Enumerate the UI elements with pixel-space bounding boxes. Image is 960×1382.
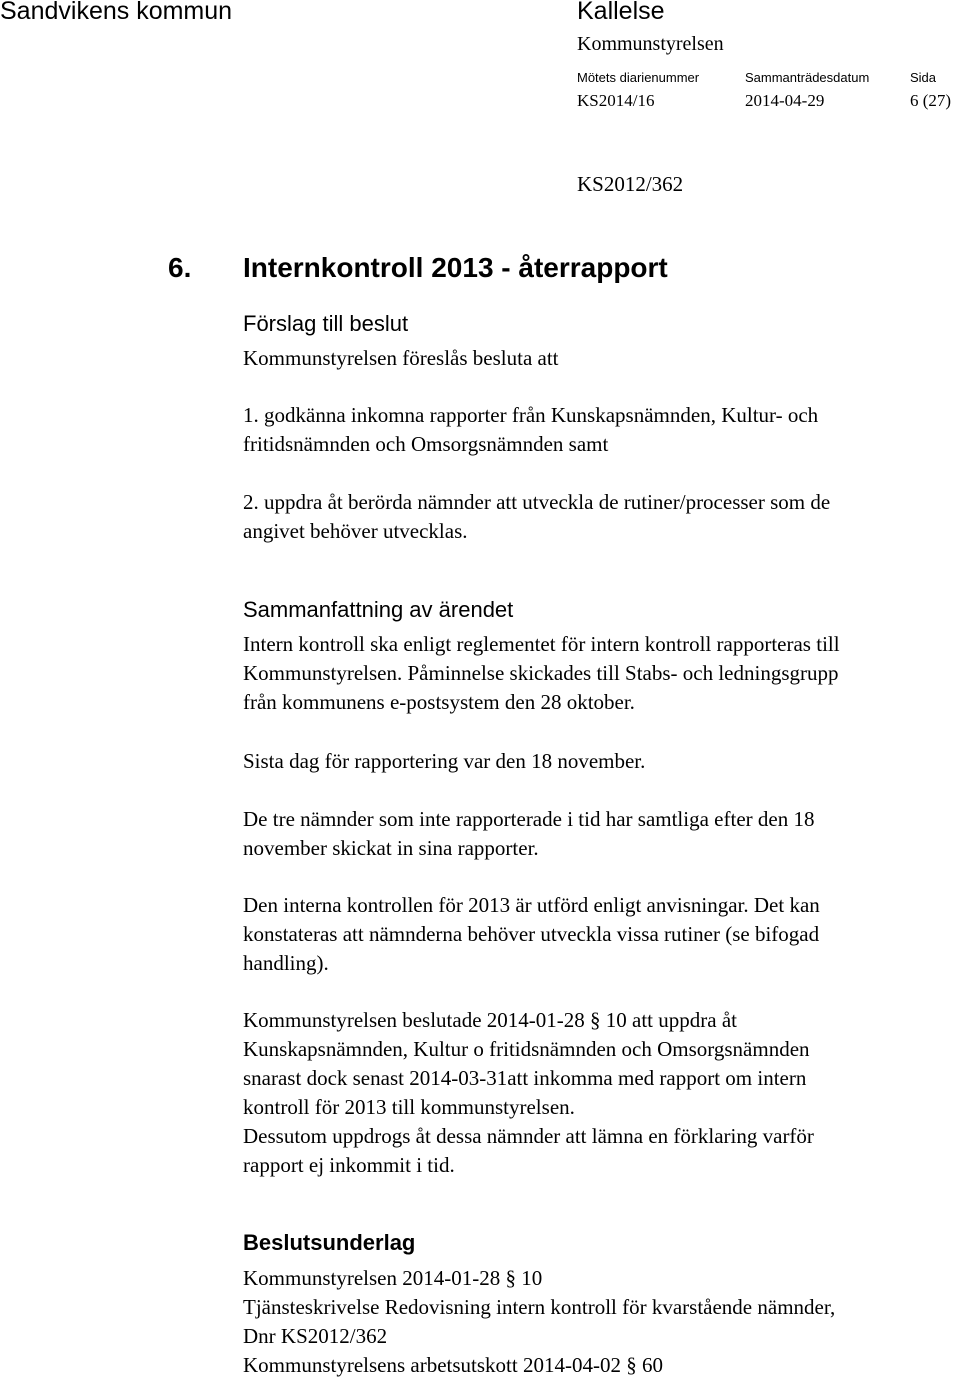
basis-item: Tjänsteskrivelse Redovisning intern kontroll för kvarstående nämnder, [243, 1295, 836, 1319]
summary-heading: Sammanfattning av ärendet [243, 597, 514, 622]
text-line: fritidsnämnden och Omsorgsnämnden samt [243, 432, 609, 456]
meeting-date-label: Sammanträdesdatum [745, 70, 870, 85]
text-line: 1. godkänna inkomna rapporter från Kunskapsnämnden, Kultur- och [243, 403, 819, 427]
diary-number-value: KS2014/16 [577, 91, 655, 110]
text-line: Kommunstyrelsen beslutade 2014-01-28 § 10 att uppdra åt [243, 1008, 737, 1032]
text-line: november skickat in sina rapporter. [243, 836, 539, 860]
proposal-point-2 [243, 488, 830, 546]
diary-number-label: Mötets diarienummer [577, 70, 700, 85]
text-line: konstateras att nämnderna behöver utveckla vissa rutiner (se bifogad [243, 922, 820, 946]
decision-basis-heading: Beslutsunderlag [243, 1230, 416, 1255]
text-line: kontroll för 2013 till kommunstyrelsen. [243, 1095, 575, 1119]
document-type: Kallelse [577, 0, 665, 25]
meeting-date-value: 2014-04-29 [745, 91, 825, 110]
text-line: De tre nämnder som inte rapporterade i tid har samtliga efter den 18 [243, 807, 815, 831]
basis-item: Dnr KS2012/362 [243, 1324, 388, 1348]
text-line: Sista dag för rapportering var den 18 november. [243, 749, 646, 773]
text-line: Den interna kontrollen för 2013 är utförd enligt anvisningar. Det kan [243, 893, 820, 917]
summary-paragraph-5 [243, 1006, 814, 1180]
municipality-name: Sandvikens kommun [0, 0, 233, 25]
basis-item: Kommunstyrelsen 2014-01-28 § 10 [243, 1266, 543, 1290]
page-label: Sida [910, 70, 937, 85]
board-name: Kommunstyrelsen [577, 33, 724, 55]
text-line: handling). [243, 951, 329, 975]
text-line: 2. uppdra åt berörda nämnder att utveckla de rutiner/processer som de [243, 490, 831, 514]
proposal-point-1 [243, 401, 818, 459]
text-line: från kommunens e-postsystem den 28 oktober. [243, 690, 635, 714]
text-line: snarast dock senast 2014-03-31att inkomma med rapport om intern [243, 1066, 807, 1090]
text-line: rapport ej inkommit i tid. [243, 1153, 455, 1177]
proposal-heading: Förslag till beslut [243, 311, 409, 336]
summary-paragraph-4 [243, 891, 820, 978]
text-line: Dessutom uppdrogs åt dessa nämnder att lämna en förklaring varför [243, 1124, 814, 1148]
summary-paragraph-1 [243, 630, 840, 717]
text-line: Intern kontroll ska enligt reglementet för intern kontroll rapporteras till [243, 632, 840, 656]
item-title: Internkontroll 2013 - återrapport [243, 252, 668, 283]
item-number: 6. [168, 252, 192, 283]
text-line: Kunskapsnämnden, Kultur o fritidsnämnden och Omsorgsnämnden [243, 1037, 810, 1061]
text-line: angivet behöver utvecklas. [243, 519, 468, 543]
page-number-value: 6 (27) [910, 91, 952, 110]
decision-basis-list [243, 1264, 835, 1380]
summary-paragraph-2 [243, 747, 645, 776]
case-number: KS2012/362 [577, 172, 684, 196]
proposal-intro: Kommunstyrelsen föreslås besluta att [243, 346, 559, 370]
text-line: Kommunstyrelsen. Påminnelse skickades till Stabs- och ledningsgrupp [243, 661, 839, 685]
basis-item: Kommunstyrelsens arbetsutskott 2014-04-02 § 60 [243, 1353, 663, 1377]
summary-paragraph-3 [243, 805, 814, 863]
